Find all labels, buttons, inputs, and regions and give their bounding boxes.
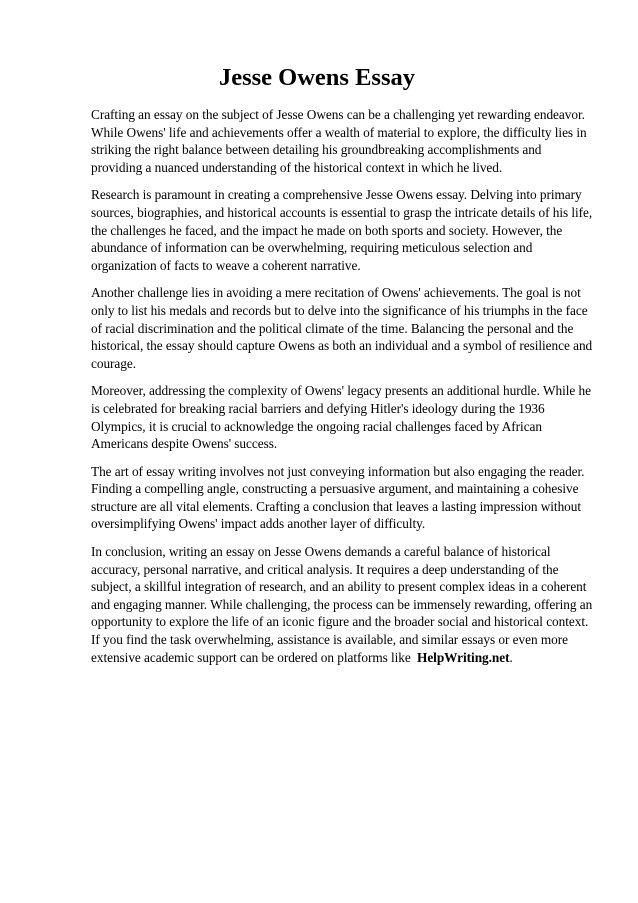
conclusion-end-punctuation: .: [509, 649, 513, 665]
paragraph-art: The art of essay writing involves not just conveying information but also engaging the reader. Finding a compelling angle, constructing a persuasive argument, and maintaining a cohesive structure are all vital elements. Crafting a conclusion that leaves a lasting impression without oversimplifying Owens' impact adds another layer of difficulty.: [91, 463, 585, 532]
paragraph-challenge: Another challenge lies in avoiding a mere recitation of Owens' achievements. The goal is not only to list his medals and records but to delve into the significance of his triumphs in the face of racial discrimination and the political climate of the time. Balancing the personal and the historical, the essay should capture Owens as both an individual and a symbol of resilience and courage.: [91, 285, 593, 371]
paragraph-intro: Crafting an essay on the subject of Jesse Owens can be a challenging yet rewarding endeavor. While Owens' life and achievements offer a wealth of material to explore, the difficulty lies in striking the right balance between detailing his groundbreaking accomplishments and providing a nuanced understanding of the historical context in which he lived.: [91, 107, 587, 175]
paragraph-research: Research is paramount in creating a comprehensive Jesse Owens essay. Delving into primary sources, biographies, and historical accounts is essential to grasp the intricate details of his life, the challenges he faced, and the impact he made on both sports and society. However, the abundance of information can be overwhelming, requiring meticulous selection and organization of facts to weave a coherent narrative.: [91, 187, 593, 273]
conclusion-text: In conclusion, writing an essay on Jesse Owens demands a careful balance of historical accuracy, personal narrative, and critical analysis. It requires a deep understanding of the subject, a skillful integration of research, and an ability to present complex ideas in a coherent and engaging manner. While challenging, the process can be immensely rewarding, offering an opportunity to explore the life of an iconic figure and the broader social and historical context. If you find the task overwhelming, assistance is available, and similar essays or even more extensive academic support can be ordered on platforms like: [91, 544, 593, 665]
paragraph-conclusion: [91, 543, 593, 666]
helpwriting-link[interactable]: HelpWriting.net: [417, 649, 510, 665]
document-title: Jesse Owens Essay: [218, 64, 415, 91]
paragraph-legacy: Moreover, addressing the complexity of Owens' legacy presents an additional hurdle. While he is celebrated for breaking racial barriers and defying Hitler's ideology during the 1936 Olympics, it is crucial to acknowledge the ongoing racial challenges faced by African Americans despite Owens' success.: [91, 383, 591, 452]
